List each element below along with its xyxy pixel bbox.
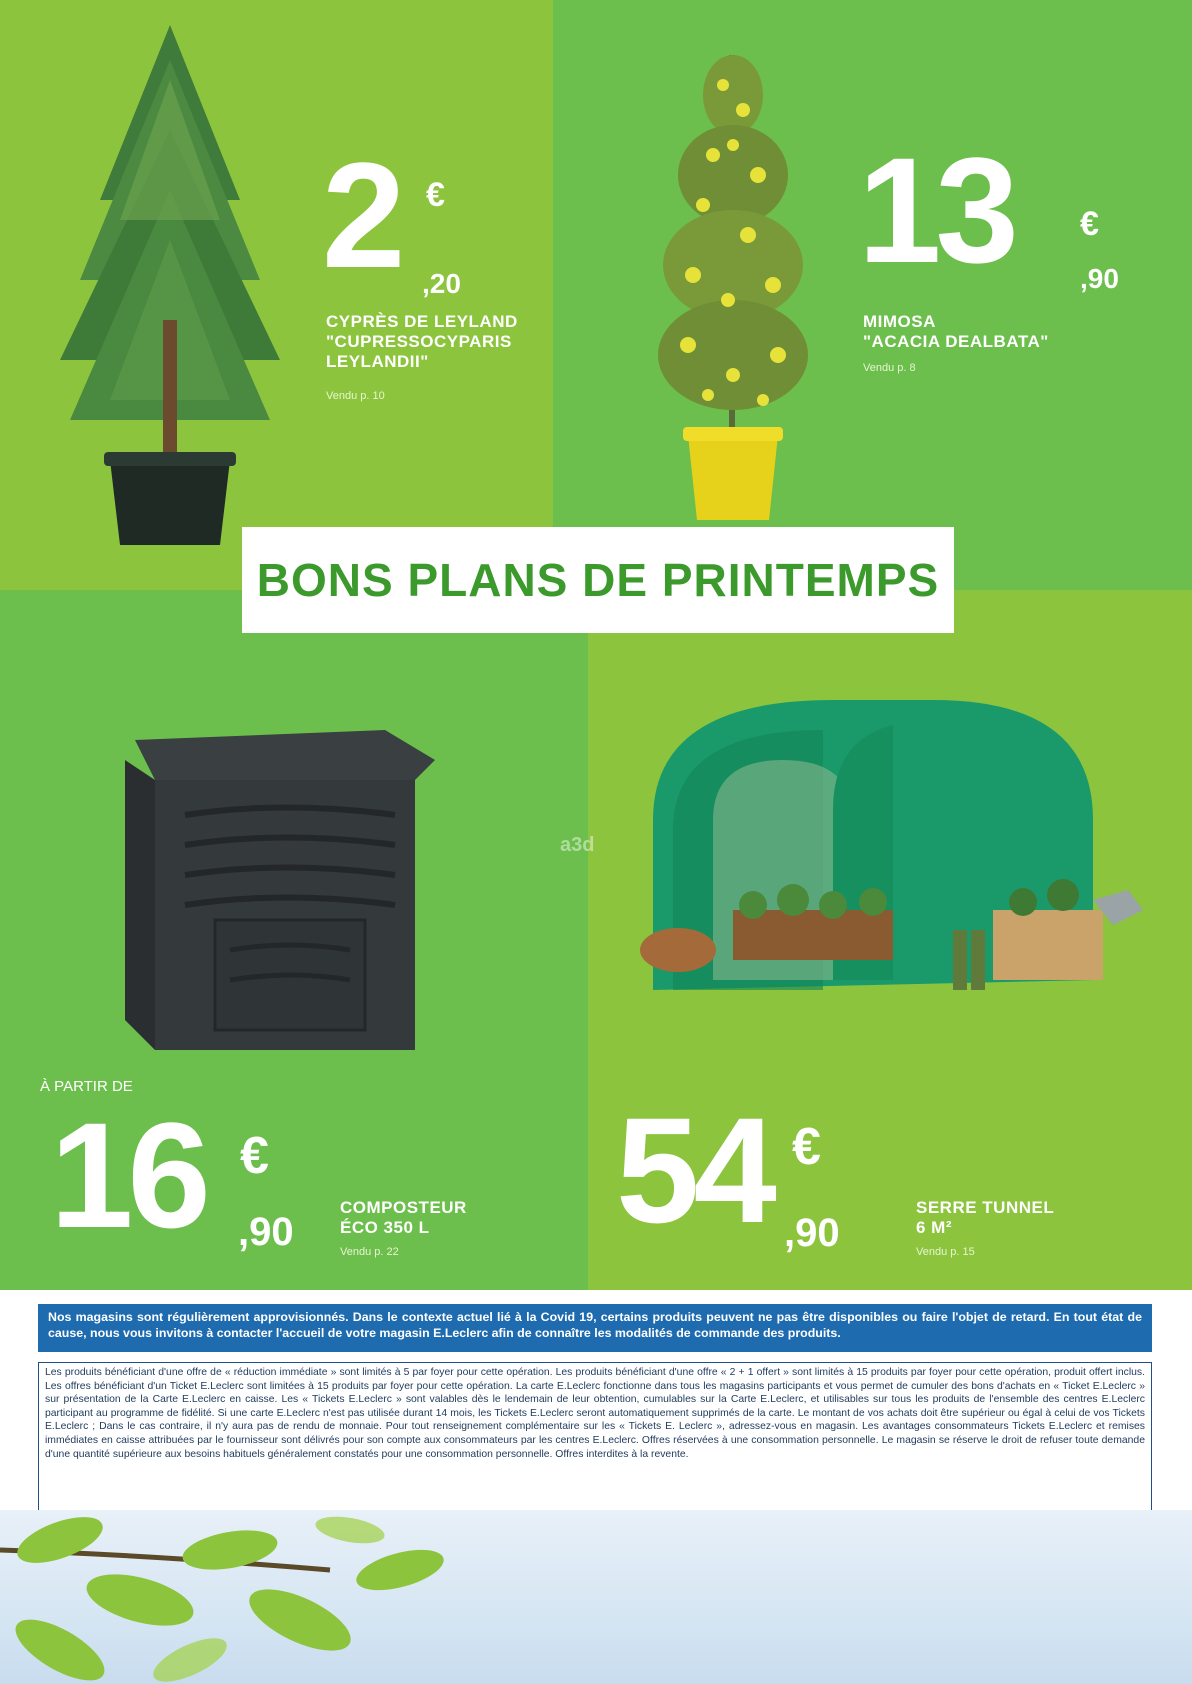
headline-banner	[242, 527, 954, 633]
from-label-composteur: À PARTIR DE	[40, 1078, 133, 1095]
banner-title: BONS PLANS DE PRINTEMPS	[256, 554, 940, 606]
price-serre	[616, 1086, 916, 1275]
product-tile-composteur	[0, 590, 588, 1290]
product-name-cypres: CYPRÈS DE LEYLAND "CUPRESSOCYPARIS LEYLANDII"	[326, 312, 518, 371]
price-cypres	[322, 131, 522, 299]
product-name-mimosa: MIMOSA "ACACIA DEALBATA"	[863, 312, 1049, 351]
price-currency: €	[426, 176, 445, 214]
price-decimals: ,90	[1080, 263, 1119, 294]
price-composteur	[50, 1091, 330, 1270]
product-name-serre: SERRE TUNNEL 6 M²	[916, 1198, 1055, 1237]
watermark: a3d	[560, 834, 595, 856]
price-decimals: ,90	[784, 1211, 840, 1255]
greenhouse-image	[633, 680, 1153, 1020]
price-decimals: ,20	[422, 268, 461, 299]
product-page-ref-mimosa: Vendu p. 8	[863, 362, 916, 374]
product-tile-cypres	[0, 0, 553, 590]
product-tile-mimosa	[553, 0, 1192, 590]
cypress-tree-image	[40, 20, 310, 550]
price-mimosa	[858, 126, 1178, 305]
price-integer: 2	[322, 131, 400, 299]
price-decimals: ,90	[238, 1210, 294, 1254]
mimosa-tree-image	[633, 35, 833, 525]
legal-conditions: Les produits bénéficiant d'une offre de « réduction immédiate » sont limités à 5 par foyer pour cette opération. Les produits bénéficiant d'une offre « 2 + 1 offert » sont limités à 15 produits par foyer pour cette opération, produit offert inclus. Les offres bénéficiant d'un Ticket E.Leclerc sont limitées à 15 produits par foyer pour cette opération. La carte E.Leclerc fonctionne dans tous les magasins participants et vous permet de cumuler des bons d'achats en « Ticket E.Leclerc » sur présentation de la Carte E.Leclerc en caisse. Les « Tickets E.Leclerc » sont valables dès le lendemain de leur obtention, cumulables sur la Carte E.Leclerc, et utilisables sur tous les produits de l'ensemble des centres E.Leclerc participant au programme de fidélité. Si une carte E.Leclerc n'est pas utilisée durant 14 mois, les Tickets E.Leclerc seront automatiquement supprimés de la carte. Le montant de vos achats doit être supérieur ou égal à celui de vos Tickets E.Leclerc ; Dans le cas contraire, il n'y aura pas de rendu de monnaie. Pour tout renseignement complémentaire sur les « Tickets E. Leclerc », adressez-vous en magasin. Les avantages consommateurs Tickets E.Leclerc et remises immédiates en caisse attribuées par le fournisseur sont délivrés pour son compte aux consommateurs par les centres E.Leclerc. Offres réservées à une consommation personnelle. Le magasin se réserve le droit de refuser toute demande d'une quantité supérieure aux besoins habituels généralement constatés pour une consommation personnelle. Offres interdites à la revente.	[38, 1362, 1152, 1512]
product-page-ref-composteur: Vendu p. 22	[340, 1246, 399, 1258]
product-name-composteur: COMPOSTEUR ÉCO 350 L	[340, 1198, 467, 1237]
product-page-ref-cypres: Vendu p. 10	[326, 390, 385, 402]
leaves-image	[0, 1510, 1192, 1684]
covid-notice: Nos magasins sont régulièrement approvisionnés. Dans le contexte actuel lié à la Covid 19, certains produits peuvent ne pas être disponibles ou faire l'objet de retard. En tout état de cause, nous vous invitons à contacter l'accueil de votre magasin E.Leclerc afin de connaître les modalités de commande des produits.	[38, 1304, 1152, 1352]
product-tile-serre	[588, 590, 1192, 1290]
product-page-ref-serre: Vendu p. 15	[916, 1246, 975, 1258]
price-currency: €	[792, 1118, 821, 1176]
price-integer: 54	[616, 1086, 771, 1254]
price-currency: €	[240, 1127, 269, 1185]
composter-image	[115, 720, 445, 1060]
footer-foliage-decoration	[0, 1510, 1192, 1684]
price-integer: 16	[50, 1091, 205, 1259]
price-integer: 13	[858, 126, 1013, 294]
price-currency: €	[1080, 205, 1099, 243]
